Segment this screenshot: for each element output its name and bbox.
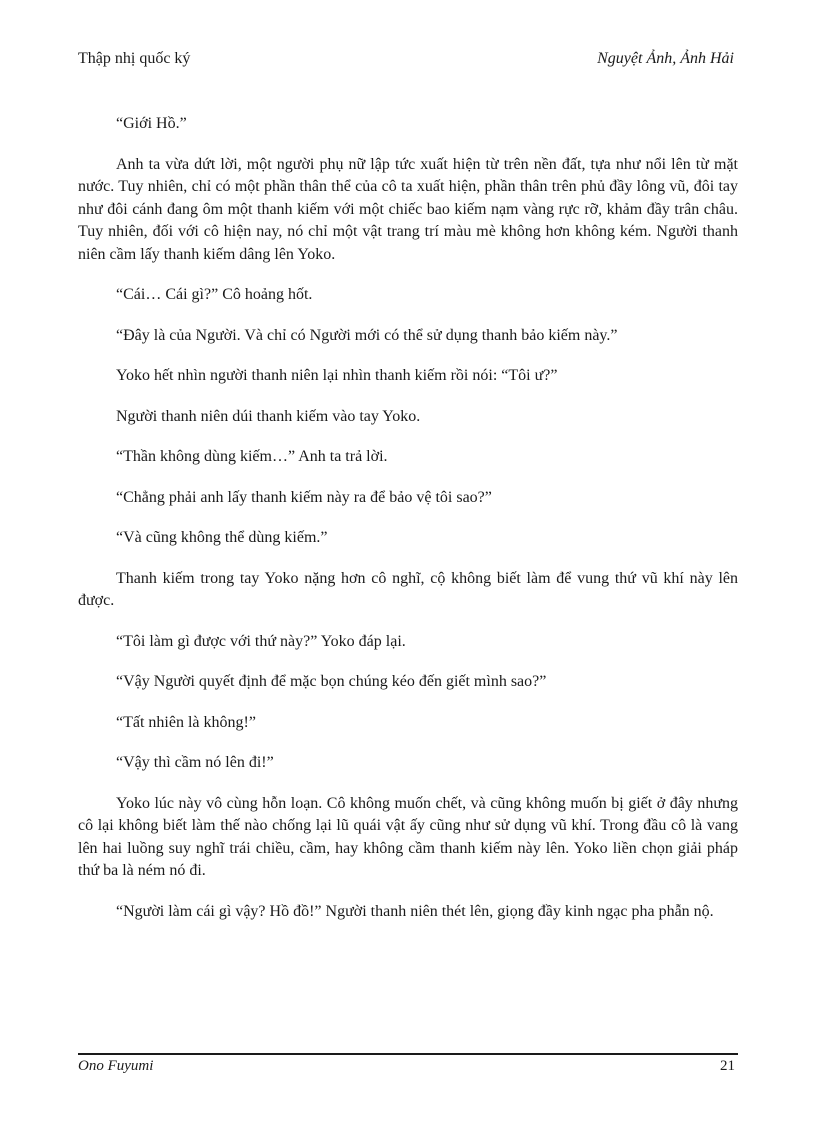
paragraph: “Chẳng phải anh lấy thanh kiếm này ra để bảo vệ tôi sao?” xyxy=(116,488,492,506)
paragraph: “Giới Hồ.” xyxy=(116,115,187,132)
paragraph: “Người làm cái gì vậy? Hồ đồ!” Người thanh niên thét lên, giọng đầy kinh ngạc pha phẫn nộ. xyxy=(116,902,714,920)
paragraph: “Đây là của Người. Và chỉ có Người mới có thể sử dụng thanh bảo kiếm này.” xyxy=(116,326,618,344)
paragraph: “Cái… Cái gì?” Cô hoảng hốt. xyxy=(116,286,313,303)
paragraph: Thanh kiếm trong tay Yoko nặng hơn cô nghĩ, cộ không biết làm để vung thứ vũ khí này lên được. xyxy=(78,569,738,609)
paragraph: “Vậy Người quyết định để mặc bọn chúng kéo đến giết mình sao?” xyxy=(116,673,547,690)
paragraph: “Tất nhiên là không!” xyxy=(116,713,256,731)
paragraph: Người thanh niên dúi thanh kiếm vào tay Yoko. xyxy=(116,407,421,425)
paragraph: “Vậy thì cầm nó lên đi!” xyxy=(116,754,274,771)
paragraph: Yoko lúc này vô cùng hỗn loạn. Cô không muốn chết, và cũng không muốn bị giết ở đây nhưng cô lại không biết làm thế nào chống lại lũ quái vật ấy cũng như sử dụng vũ khí. Trong đầu cô là vang lên hai luồng suy nghĩ trái chiều, cầm, hay không cầm thanh kiếm này lên. Yoko liền chọn giải pháp thứ ba là ném nó đi. xyxy=(78,794,738,879)
book-title: Thập nhị quốc ký xyxy=(78,50,191,67)
running-footer xyxy=(78,1058,738,1078)
paragraph: “Thần không dùng kiếm…” Anh ta trả lời. xyxy=(116,448,388,465)
translator-credit: Nguyệt Ảnh, Ảnh Hải xyxy=(597,50,734,67)
page-number: 21 xyxy=(720,1058,735,1074)
running-header xyxy=(78,50,734,70)
author-name: Ono Fuyumi xyxy=(78,1058,154,1074)
paragraph: “Và cũng không thể dùng kiếm.” xyxy=(116,529,328,546)
paragraph: Anh ta vừa dứt lời, một người phụ nữ lập tức xuất hiện từ trên nền đất, tựa như nổi lên từ mặt nước. Tuy nhiên, chỉ có một phần thân thể của cô ta xuất hiện, phần thân trên phủ đầy lông vũ, đôi tay như đôi cánh đang ôm một thanh kiếm với một chiếc bao kiếm nạm vàng rực rỡ, khảm đầy trân châu. Tuy nhiên, đối với cô hiện nay, nó chỉ một vật trang trí màu mè không hơn không kém. Người thanh niên cầm lấy thanh kiếm dâng lên Yoko. xyxy=(78,155,738,263)
paragraph: “Tôi làm gì được với thứ này?” Yoko đáp lại. xyxy=(116,632,406,650)
chapter-body xyxy=(78,113,738,941)
paragraph: Yoko hết nhìn người thanh niên lại nhìn thanh kiếm rồi nói: “Tôi ư?” xyxy=(116,367,558,384)
footer-divider xyxy=(78,1053,738,1055)
